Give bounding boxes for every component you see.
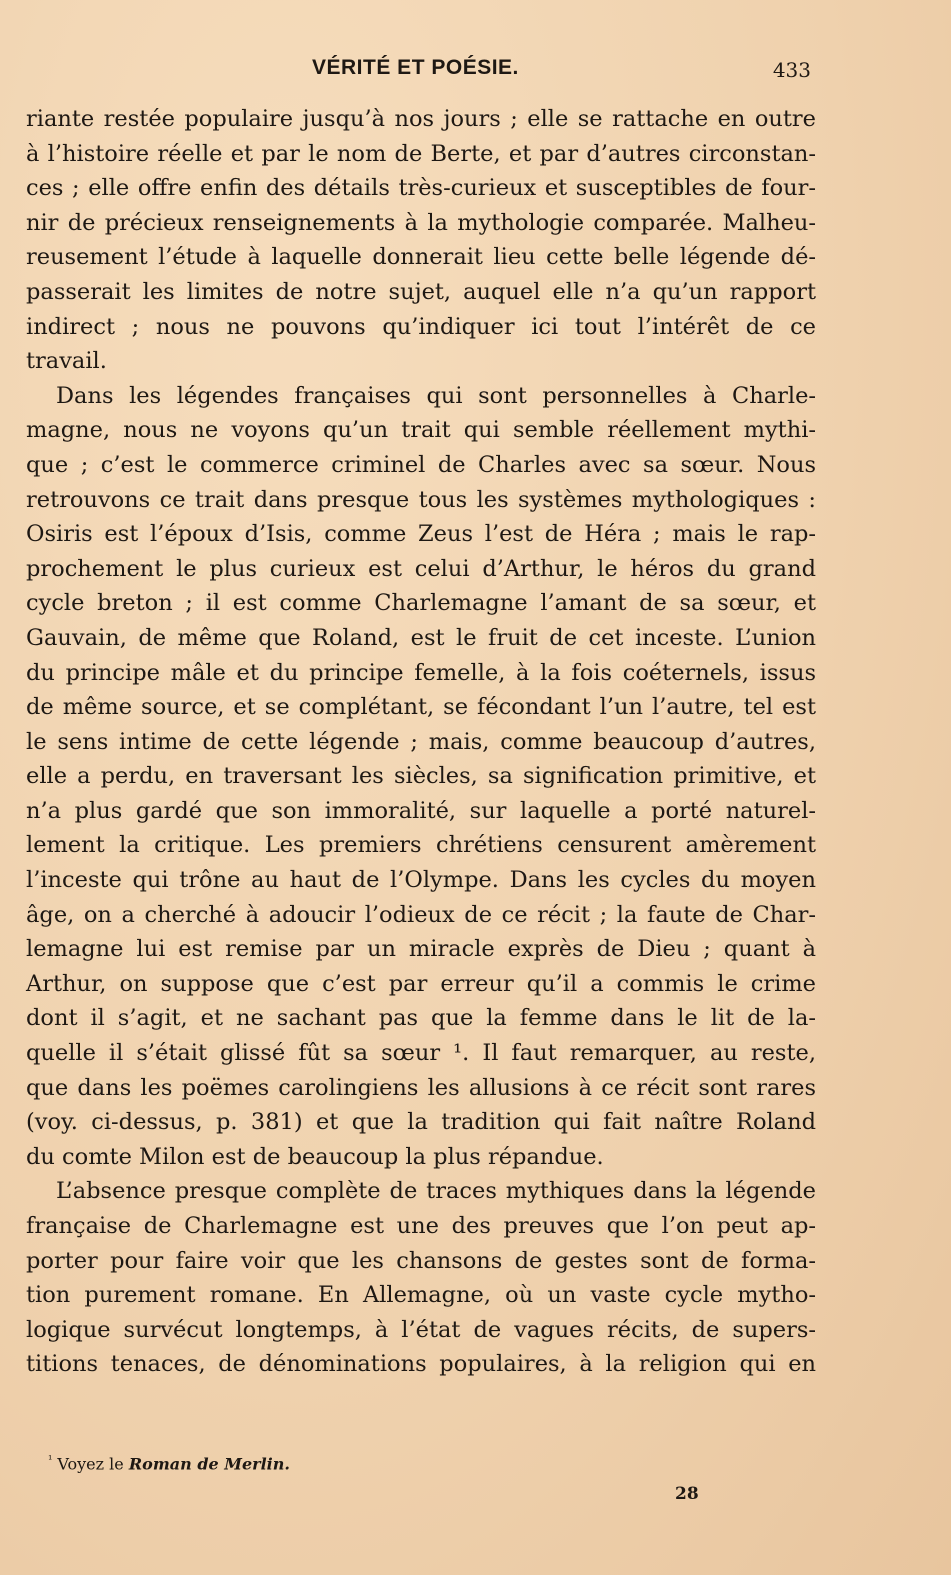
text-line: L’absence presque complète de traces mythiques dans la légende <box>56 1178 816 1205</box>
text-line: que ; c’est le commerce criminel de Charles avec sa sœur. Nous <box>26 451 816 478</box>
footnote-prefix: Voyez le <box>57 1454 129 1474</box>
text-line: travail. <box>26 348 107 375</box>
text-line: Arthur, on suppose que c’est par erreur qu’il a commis le crime <box>26 970 816 997</box>
text-line: reusement l’étude à laquelle donnerait lieu cette belle légende dé- <box>26 244 816 271</box>
text-line: ces ; elle offre enfin des détails très-curieux et susceptibles de four- <box>26 175 816 202</box>
text-line: le sens intime de cette légende ; mais, comme beaucoup d’autres, <box>26 728 816 755</box>
text-line: Dans les légendes françaises qui sont personnelles à Charle- <box>56 382 816 409</box>
text-line: nir de précieux renseignements à la mythologie comparée. Malheu- <box>26 209 816 236</box>
text-line: elle a perdu, en traversant les siècles, sa signification primitive, et <box>26 763 816 790</box>
text-line: tion purement romane. En Allemagne, où un vaste cycle mytho- <box>26 1282 816 1309</box>
text-line: (voy. ci-dessus, p. 381) et que la tradition qui fait naître Roland <box>26 1109 816 1136</box>
text-line: de même source, et se complétant, se fécondant l’un l’autre, tel est <box>26 694 816 721</box>
text-line: riante restée populaire jusqu’à nos jours ; elle se rattache en outre <box>26 106 816 132</box>
text-line: titions tenaces, de dénominations populaires, à la religion qui en <box>26 1351 816 1378</box>
text-line: cycle breton ; il est comme Charlemagne l’amant de sa sœur, et <box>26 590 816 617</box>
text-line: française de Charlemagne est une des preuves que l’on peut ap- <box>26 1213 816 1239</box>
running-head <box>0 56 951 86</box>
body-text <box>26 102 816 1382</box>
text-line: prochement le plus curieux est celui d’Arthur, le héros du grand <box>26 555 816 582</box>
text-line: lemagne lui est remise par un miracle exprès de Dieu ; quant à <box>26 936 816 963</box>
signature-mark: 28 <box>675 1484 699 1504</box>
text-line: porter pour faire voir que les chansons de gestes sont de forma- <box>26 1247 816 1274</box>
text-line: du comte Milon est de beaucoup la plus répandue. <box>26 1143 604 1170</box>
text-line: indirect ; nous ne pouvons qu’indiquer ici tout l’intérêt de ce <box>26 313 816 340</box>
text-line: l’inceste qui trône au haut de l’Olympe. Dans les cycles du moyen <box>26 867 816 894</box>
text-line: n’a plus gardé que son immoralité, sur laquelle a porté naturel- <box>26 797 816 824</box>
text-line: passerait les limites de notre sujet, auquel elle n’a qu’un rapport <box>26 278 816 305</box>
text-line: Gauvain, de même que Roland, est le fruit de cet inceste. L’union <box>26 624 816 651</box>
running-title: VÉRITÉ ET POÉSIE. <box>312 56 519 79</box>
text-line: du principe mâle et du principe femelle, à la fois coéternels, issus <box>26 659 816 686</box>
footnote-title: Roman de Merlin. <box>128 1454 290 1474</box>
text-line: logique survécut longtemps, à l’état de vagues récits, de supers- <box>26 1316 816 1343</box>
text-line: que dans les poëmes carolingiens les allusions à ce récit sont rares <box>26 1074 816 1101</box>
text-line: quelle il s’était glissé fût sa sœur ¹. Il faut remarquer, au reste, <box>26 1040 816 1067</box>
footnote <box>48 1453 290 1473</box>
text-line: retrouvons ce trait dans presque tous les systèmes mythologiques : <box>26 486 816 513</box>
text-line: âge, on a cherché à adoucir l’odieux de ce récit ; la faute de Char- <box>26 901 816 928</box>
text-line: magne, nous ne voyons qu’un trait qui semble réellement mythi- <box>26 417 816 444</box>
footnote-mark: ¹ <box>48 1453 53 1466</box>
text-line: dont il s’agit, et ne sachant pas que la femme dans le lit de la- <box>26 1005 816 1032</box>
text-line: lement la critique. Les premiers chrétiens censurent amèrement <box>26 832 816 859</box>
text-line: à l’histoire réelle et par le nom de Berte, et par d’autres circonstan- <box>26 140 816 167</box>
page-number: 433 <box>772 58 811 82</box>
text-line: Osiris est l’époux d’Isis, comme Zeus l’est de Héra ; mais le rap- <box>26 521 816 548</box>
